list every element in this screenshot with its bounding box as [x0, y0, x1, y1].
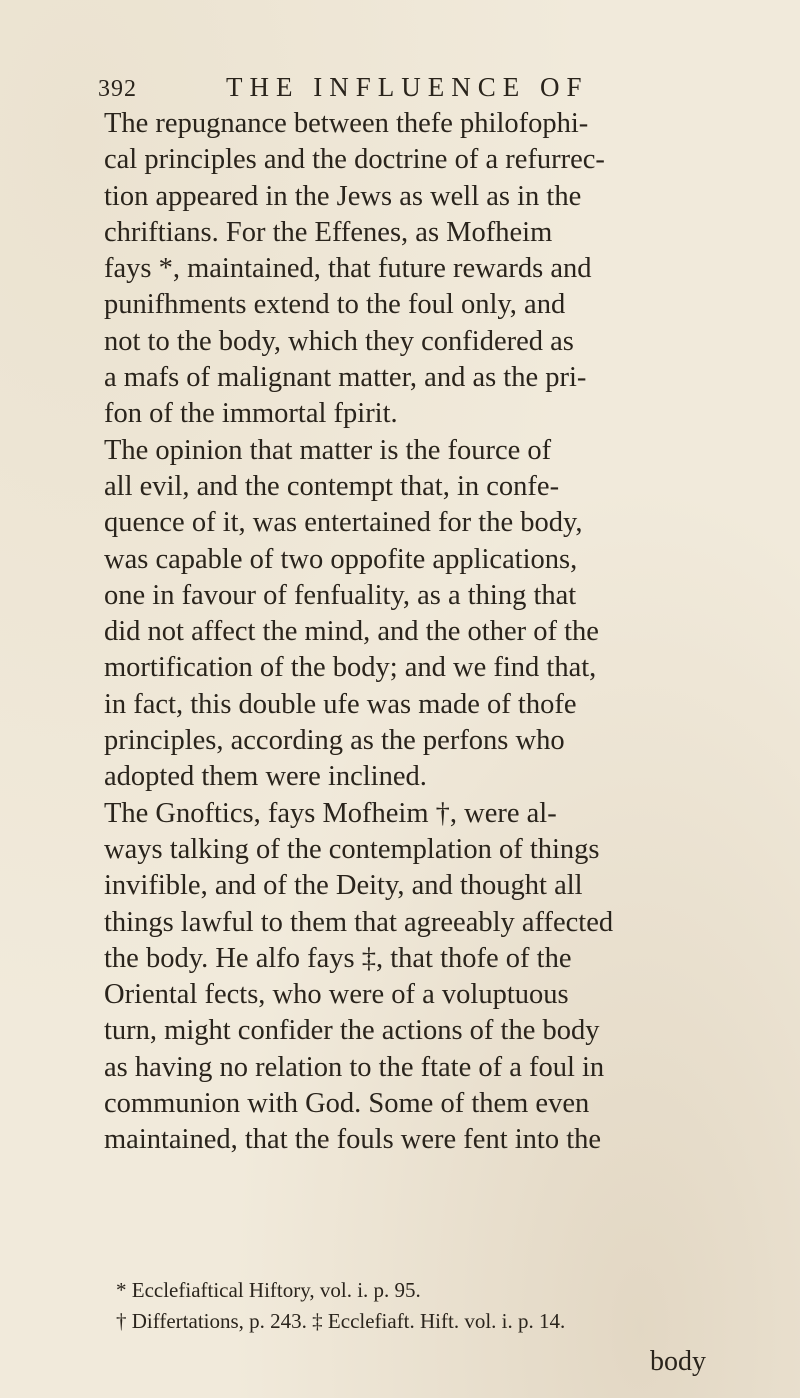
- text-line: in fact, this double ufe was made of thofe: [104, 688, 577, 720]
- text-line: fon of the immortal fpirit.: [104, 398, 398, 430]
- catchword: body: [650, 1346, 706, 1377]
- text-line: maintained, that the fouls were fent into the: [104, 1124, 602, 1156]
- text-line: things lawful to them that agreeably affected: [104, 906, 614, 938]
- text-line: mortification of the body; and we find that,: [104, 652, 597, 684]
- text-line: invifible, and of the Deity, and thought all: [104, 870, 583, 902]
- text-line: ways talking of the contemplation of things: [104, 833, 600, 865]
- text-line: chriftians. For the Effenes, as Mofheim: [104, 216, 553, 248]
- text-line: the body. He alfo fays ‡, that thofe of the: [104, 942, 572, 974]
- text-line: adopted them were inclined.: [104, 761, 427, 793]
- text-line: The repugnance between thefe philofophi-: [104, 108, 589, 139]
- text-line: turn, might confider the actions of the body: [104, 1015, 600, 1047]
- footnote: * Ecclefiaftical Hiftory, vol. i. p. 95.: [116, 1278, 421, 1302]
- text-line: not to the body, which they confidered as: [104, 325, 574, 357]
- text-line: Oriental fects, who were of a voluptuous: [104, 979, 569, 1011]
- text-line: tion appeared in the Jews as well as in the: [104, 180, 582, 212]
- page-number: 392: [98, 76, 137, 102]
- footnotes: [116, 1275, 756, 1337]
- text-line: principles, according as the perfons who: [104, 725, 565, 757]
- body-text: [104, 106, 744, 1159]
- text-line: The opinion that matter is the fource of: [104, 434, 552, 466]
- text-line: as having no relation to the ftate of a foul in: [104, 1051, 605, 1083]
- text-line: a mafs of malignant matter, and as the pri-: [104, 362, 587, 394]
- footnote: † Differtations, p. 243. ‡ Ecclefiaft. Hift. vol. i. p. 14.: [116, 1309, 566, 1333]
- text-line: punifhments extend to the foul only, and: [104, 289, 566, 321]
- text-line: was capable of two oppofite applications,: [104, 543, 578, 575]
- text-line: one in favour of fenfuality, as a thing that: [104, 579, 577, 611]
- text-line: all evil, and the contempt that, in confe-: [104, 470, 560, 502]
- text-line: did not affect the mind, and the other of the: [104, 616, 599, 648]
- text-line: quence of it, was entertained for the body,: [104, 507, 583, 539]
- text-line: communion with God. Some of them even: [104, 1088, 590, 1120]
- text-line: fays *, maintained, that future rewards and: [104, 253, 592, 285]
- running-title: THE INFLUENCE OF: [226, 72, 589, 102]
- text-line: cal principles and the doctrine of a refurrec-: [104, 144, 605, 176]
- text-line: The Gnoftics, fays Mofheim †, were al-: [104, 797, 557, 829]
